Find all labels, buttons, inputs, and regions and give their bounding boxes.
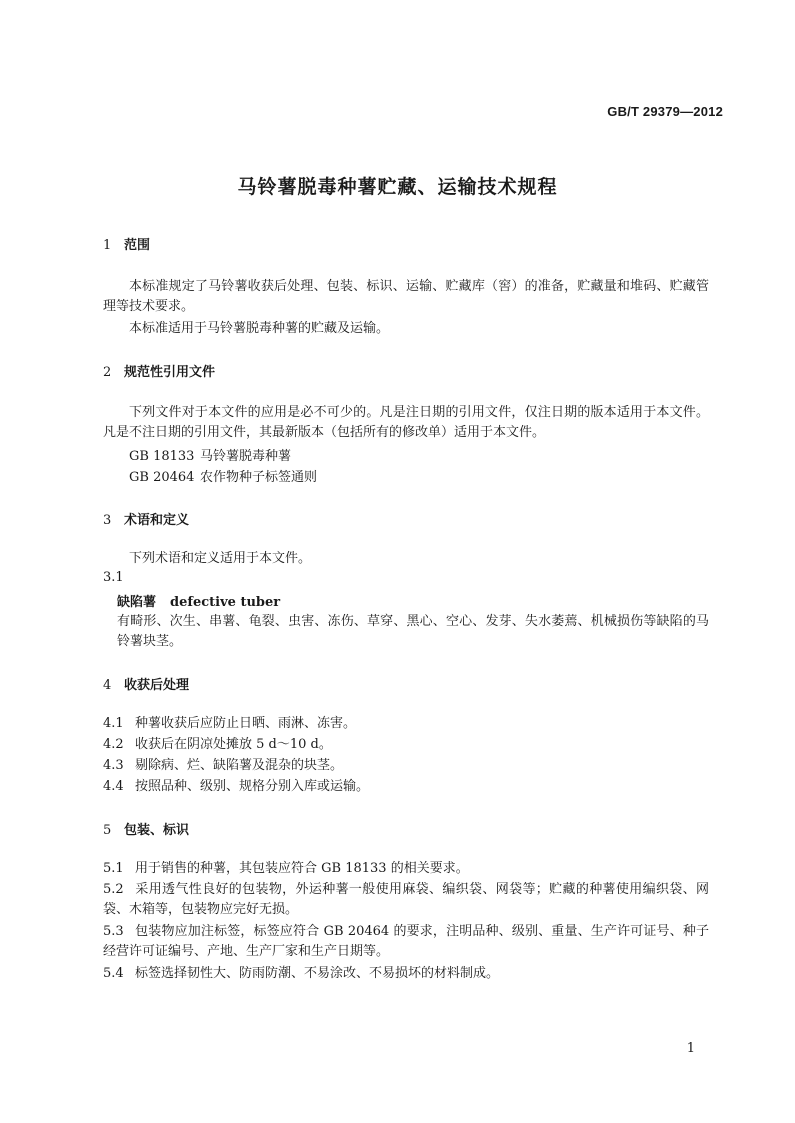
section-title: 包装、标识 [124, 823, 190, 838]
clause-number: 3.1 [103, 570, 124, 585]
clause-number: 5.4 [103, 966, 124, 981]
reference-name: 农作物种子标签通则 [200, 470, 318, 485]
document-title: 马铃薯脱毒种薯贮藏、运输技术规程 [237, 176, 558, 198]
term-definition: 有畸形、次生、串薯、龟裂、虫害、冻伤、草穿、黑心、空心、发芽、失水萎蔫、机械损伤等缺陷的马铃薯块茎。 [117, 614, 709, 649]
reference-code: GB 20464 [129, 470, 195, 485]
reference-name: 马铃薯脱毒种薯 [200, 449, 292, 464]
reference-code: GB 18133 [129, 449, 195, 464]
section-title: 范围 [124, 238, 151, 253]
clause-number: 5.1 [103, 861, 124, 876]
clause-number: 4.2 [103, 737, 124, 752]
section-number: 5 [103, 823, 112, 838]
term-zh: 缺陷薯 [117, 595, 157, 610]
clause-item [103, 880, 709, 920]
clause-item [103, 756, 709, 776]
section-number: 1 [103, 238, 112, 253]
section-title: 术语和定义 [124, 513, 190, 528]
section-3-paragraph: 下列术语和定义适用于本文件。 [129, 551, 312, 566]
standard-code: GB/T 29379—2012 [607, 104, 723, 119]
clause-number: 4.1 [103, 716, 124, 731]
section-2-paragraph: 下列文件对于本文件的应用是必不可少的。凡是注日期的引用文件，仅注日期的版本适用于本文件。凡是不注日期的引用文件，其最新版本（包括所有的修改单）适用于本文件。 [103, 405, 709, 440]
section-2-heading [103, 361, 215, 380]
clause-item [103, 777, 709, 797]
section-number: 3 [103, 513, 112, 528]
section-title: 规范性引用文件 [124, 365, 216, 380]
section-4-heading [103, 674, 189, 693]
clause-text: 收获后在阴凉处摊放 5 d～10 d。 [135, 737, 332, 752]
normative-reference [129, 466, 317, 485]
clause-number: 5.3 [103, 924, 124, 939]
clause-item [103, 964, 709, 984]
section-number: 4 [103, 678, 112, 693]
section-1-heading [103, 234, 150, 253]
section-1-paragraph-2: 本标准适用于马铃薯脱毒种薯的贮藏及运输。 [129, 321, 390, 336]
normative-reference [129, 445, 291, 464]
clause-item [103, 735, 709, 755]
page-number: 1 [686, 1041, 695, 1056]
clause-text: 种薯收获后应防止日晒、雨淋、冻害。 [135, 716, 357, 731]
clause-number: 4.4 [103, 779, 124, 794]
term-en: defective tuber [170, 595, 281, 610]
section-3-heading [103, 509, 189, 528]
clause-number: 4.3 [103, 758, 124, 773]
clause-text: 包装物应加注标签，标签应符合 GB 20464 的要求，注明品种、级别、重量、生产许可证号、种子经营许可证编号、产地、生产厂家和生产日期等。 [103, 924, 709, 959]
clause-text: 剔除病、烂、缺陷薯及混杂的块茎。 [135, 758, 344, 773]
section-title: 收获后处理 [124, 678, 190, 693]
term-entry [117, 591, 280, 610]
section-5-heading [103, 819, 189, 838]
section-number: 2 [103, 365, 112, 380]
clause-item [103, 714, 709, 734]
clause-item [103, 859, 709, 879]
section-1-paragraph-1: 本标准规定了马铃薯收获后处理、包装、标识、运输、贮藏库（窖）的准备，贮藏量和堆码、贮藏管理等技术要求。 [103, 279, 709, 314]
clause-text: 用于销售的种薯，其包装应符合 GB 18133 的相关要求。 [135, 861, 469, 876]
clause-text: 按照品种、级别、规格分别入库或运输。 [135, 779, 370, 794]
clause-item [103, 922, 709, 962]
clause-text: 采用透气性良好的包装物，外运种薯一般使用麻袋、编织袋、网袋等；贮藏的种薯使用编织袋、网袋、木箱等，包装物应完好无损。 [103, 882, 709, 917]
clause-number: 5.2 [103, 882, 124, 897]
clause-text: 标签选择韧性大、防雨防潮、不易涂改、不易损坏的材料制成。 [135, 966, 500, 981]
